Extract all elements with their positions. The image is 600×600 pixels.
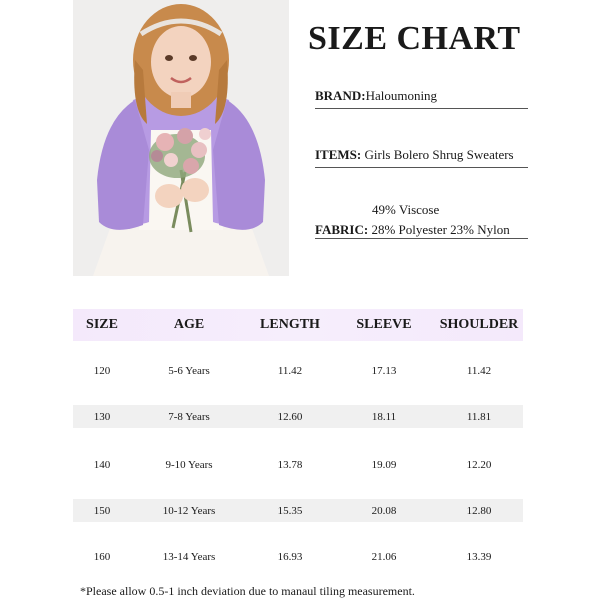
measurement-note: *Please allow 0.5-1 inch deviation due to manaul tiling measurement. — [80, 584, 415, 598]
cell-sleeve: 19.09 — [371, 458, 397, 471]
brand-label: BRAND: — [315, 88, 366, 103]
fabric-label: FABRIC: — [315, 222, 369, 237]
fabric-line-1: 49% Viscose — [372, 202, 440, 217]
table-row — [73, 499, 523, 522]
fabric-row — [315, 202, 528, 238]
table-row — [73, 545, 523, 568]
header-length: LENGTH — [260, 317, 320, 332]
items-label: ITEMS: — [315, 147, 362, 162]
cell-size: 140 — [93, 458, 111, 471]
cell-sleeve: 18.11 — [371, 410, 397, 423]
cell-age: 5-6 Years — [168, 364, 210, 377]
cell-size: 120 — [93, 364, 111, 377]
header-sleeve: SLEEVE — [356, 317, 412, 332]
product-photo — [73, 0, 289, 276]
page-title: SIZE CHART — [308, 20, 521, 57]
brand-value: Haloumoning — [365, 88, 438, 103]
cell-age: 10-12 Years — [162, 504, 216, 517]
cell-age: 9-10 Years — [165, 458, 213, 471]
items-divider — [315, 167, 528, 168]
cell-length: 11.42 — [277, 364, 303, 377]
cell-length: 15.35 — [277, 504, 303, 517]
cell-shoulder: 11.81 — [466, 410, 492, 423]
brand-divider — [315, 108, 528, 109]
cell-length: 12.60 — [277, 410, 303, 423]
size-table — [73, 309, 523, 563]
table-row — [73, 359, 523, 382]
girl-in-bolero-image — [73, 0, 289, 276]
cell-shoulder: 13.39 — [466, 550, 492, 563]
items-row — [315, 147, 528, 163]
table-row — [73, 405, 523, 428]
cell-shoulder: 12.80 — [466, 504, 492, 517]
header-size: SIZE — [86, 317, 118, 332]
cell-sleeve: 20.08 — [371, 504, 397, 517]
cell-shoulder: 11.42 — [466, 364, 492, 377]
cell-age: 13-14 Years — [162, 550, 216, 563]
fabric-divider — [315, 238, 528, 239]
cell-size: 130 — [93, 410, 111, 423]
cell-sleeve: 21.06 — [371, 550, 397, 563]
cell-shoulder: 12.20 — [466, 458, 492, 471]
header-age: AGE — [173, 317, 205, 332]
items-value: Girls Bolero Shrug Sweaters — [364, 147, 514, 162]
fabric-line-2: 28% Polyester 23% Nylon — [371, 222, 510, 237]
table-row — [73, 453, 523, 476]
cell-length: 13.78 — [277, 458, 303, 471]
header-shoulder: SHOULDER — [439, 317, 519, 332]
brand-row — [315, 88, 528, 104]
cell-age: 7-8 Years — [168, 410, 210, 423]
cell-size: 150 — [93, 504, 111, 517]
cell-sleeve: 17.13 — [371, 364, 397, 377]
cell-length: 16.93 — [277, 550, 303, 563]
table-header — [73, 309, 523, 341]
cell-size: 160 — [93, 550, 111, 563]
